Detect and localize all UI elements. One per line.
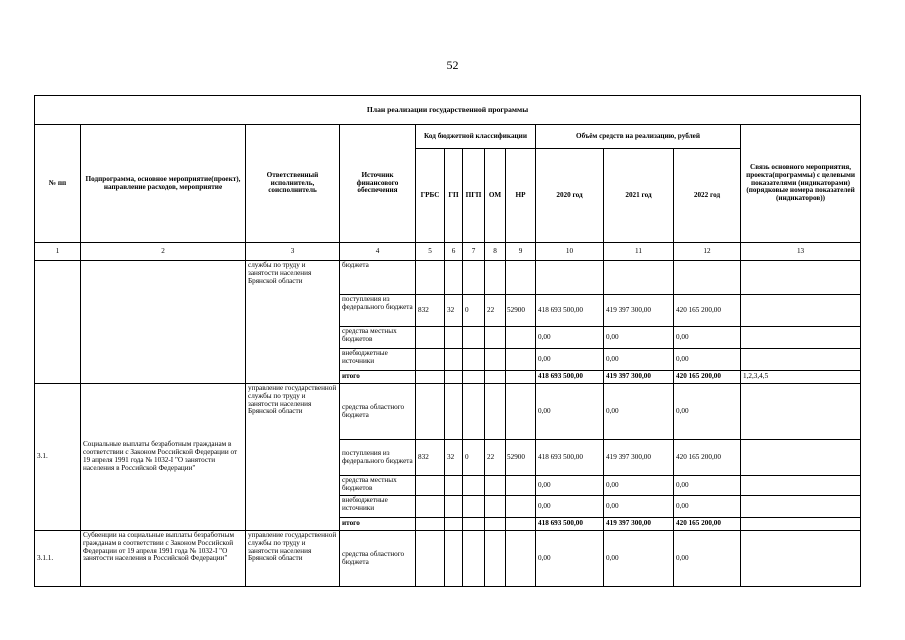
cell-2020: 418 693 500,00: [536, 518, 604, 531]
col-number: 8: [485, 243, 506, 261]
header-2022: 2022 год: [674, 149, 741, 243]
cell-2022: 0,00: [674, 531, 741, 587]
col-number: 6: [445, 243, 463, 261]
cell-responsible: управление государственной службы по труду и занятости населения Брянской области: [246, 384, 340, 531]
cell-2021: 419 397 300,00: [604, 440, 674, 476]
cell-responsible: управление государственной службы по труду и занятости населения Брянской области: [246, 531, 340, 587]
table-row: [35, 261, 861, 295]
cell-2020: 0,00: [536, 496, 604, 518]
cell-source: средства местных бюджетов: [340, 327, 416, 349]
header-2021: 2021 год: [604, 149, 674, 243]
cell-source: бюджета: [340, 261, 416, 295]
cell-2020: 418 693 500,00: [536, 440, 604, 476]
cell-gp: 32: [445, 440, 463, 476]
col-number: 13: [741, 243, 861, 261]
col-number: 1: [35, 243, 81, 261]
col-number: 2: [81, 243, 246, 261]
header-pgp: ПГП: [463, 149, 485, 243]
table-row: [35, 531, 861, 587]
cell-source: внебюджетные источники: [340, 496, 416, 518]
cell-subprogram: Социальные выплаты безработным гражданам в соответствии с Законом Российской Федерации от 19 апреля 1991 года № 1032-I "О занятости населения в Российской Федерации": [81, 384, 246, 531]
header-grbs: ГРБС: [416, 149, 445, 243]
cell-np: 52900: [506, 295, 536, 327]
cell-2020: 418 693 500,00: [536, 371, 604, 384]
header-om: ОМ: [485, 149, 506, 243]
program-plan-table: [34, 95, 861, 587]
header-link: Связь основного мероприятия, проекта(программы) с целевыми показателями (индикаторами) (порядковые номера показателей (индикаторов)): [741, 125, 861, 243]
cell-2021: 0,00: [604, 496, 674, 518]
cell-2022: 420 165 200,00: [674, 440, 741, 476]
header-kbk: Код бюджетной классификации: [416, 125, 536, 149]
cell-2022: 0,00: [674, 496, 741, 518]
cell-2022: 0,00: [674, 349, 741, 371]
cell-2020: 0,00: [536, 531, 604, 587]
col-number: 10: [536, 243, 604, 261]
cell-source: средства местных бюджетов: [340, 476, 416, 496]
cell-subprogram: Субвенции на социальные выплаты безработным гражданам в соответствии с Законом Российской Федерации от 19 апреля 1991 года № 1032-I "О занятости населения в Российской Федерации": [81, 531, 246, 587]
header-volume: Объём средств на реализацию, рублей: [536, 125, 741, 149]
cell-om: 22: [485, 295, 506, 327]
cell-2021: 0,00: [604, 476, 674, 496]
header-2020: 2020 год: [536, 149, 604, 243]
col-number: 11: [604, 243, 674, 261]
cell-subprogram: [81, 261, 246, 384]
cell-2020: 418 693 500,00: [536, 295, 604, 327]
cell-2020: 0,00: [536, 476, 604, 496]
cell-2021: 419 397 300,00: [604, 295, 674, 327]
header-source: Источник финансового обеспечения: [340, 125, 416, 243]
cell-2021: 0,00: [604, 531, 674, 587]
header-np: НР: [506, 149, 536, 243]
header-gp: ГП: [445, 149, 463, 243]
cell-source: средства областного бюджета: [340, 384, 416, 440]
cell-2020: 0,00: [536, 327, 604, 349]
col-number: 4: [340, 243, 416, 261]
cell-source: итого: [340, 518, 416, 531]
cell-num: 3.1.: [35, 384, 81, 531]
page-number: 52: [446, 58, 459, 72]
cell-grbs: 832: [416, 440, 445, 476]
cell-link: 1,2,3,4,5: [741, 371, 861, 384]
cell-2022: 0,00: [674, 327, 741, 349]
cell-source: средства областного бюджета: [340, 531, 416, 587]
cell-gp: 32: [445, 295, 463, 327]
cell-2021: 0,00: [604, 349, 674, 371]
cell-2022: 420 165 200,00: [674, 295, 741, 327]
cell-source: поступления из федерального бюджета: [340, 440, 416, 476]
cell-grbs: 832: [416, 295, 445, 327]
cell-2022: 420 165 200,00: [674, 371, 741, 384]
cell-om: 22: [485, 440, 506, 476]
cell-2021: 419 397 300,00: [604, 371, 674, 384]
cell-2020: 0,00: [536, 384, 604, 440]
cell-np: 52900: [506, 440, 536, 476]
header-responsible: Ответственный исполнитель, соисполнитель: [246, 125, 340, 243]
col-number: 3: [246, 243, 340, 261]
cell-pgp: 0: [463, 440, 485, 476]
cell-source: внебюджетные источники: [340, 349, 416, 371]
header-num: № пп: [35, 125, 81, 243]
col-number: 5: [416, 243, 445, 261]
cell-2021: 0,00: [604, 327, 674, 349]
cell-2022: 420 165 200,00: [674, 518, 741, 531]
cell-2022: 0,00: [674, 384, 741, 440]
header-subprogram: Подпрограмма, основное мероприятие(проект), направление расходов, мероприятие: [81, 125, 246, 243]
cell-2021: 0,00: [604, 384, 674, 440]
cell-source: итого: [340, 371, 416, 384]
table-title: План реализации государственной программы: [35, 96, 861, 125]
cell-responsible: службы по труду и занятости населения Брянской области: [246, 261, 340, 384]
col-number: 12: [674, 243, 741, 261]
table-row: [35, 384, 861, 440]
cell-2020: 0,00: [536, 349, 604, 371]
cell-2022: 0,00: [674, 476, 741, 496]
cell-num: [35, 261, 81, 384]
cell-2021: 419 397 300,00: [604, 518, 674, 531]
col-number: 9: [506, 243, 536, 261]
cell-pgp: 0: [463, 295, 485, 327]
cell-num: 3.1.1.: [35, 531, 81, 587]
col-number: 7: [463, 243, 485, 261]
cell-source: поступления из федерального бюджета: [340, 295, 416, 327]
